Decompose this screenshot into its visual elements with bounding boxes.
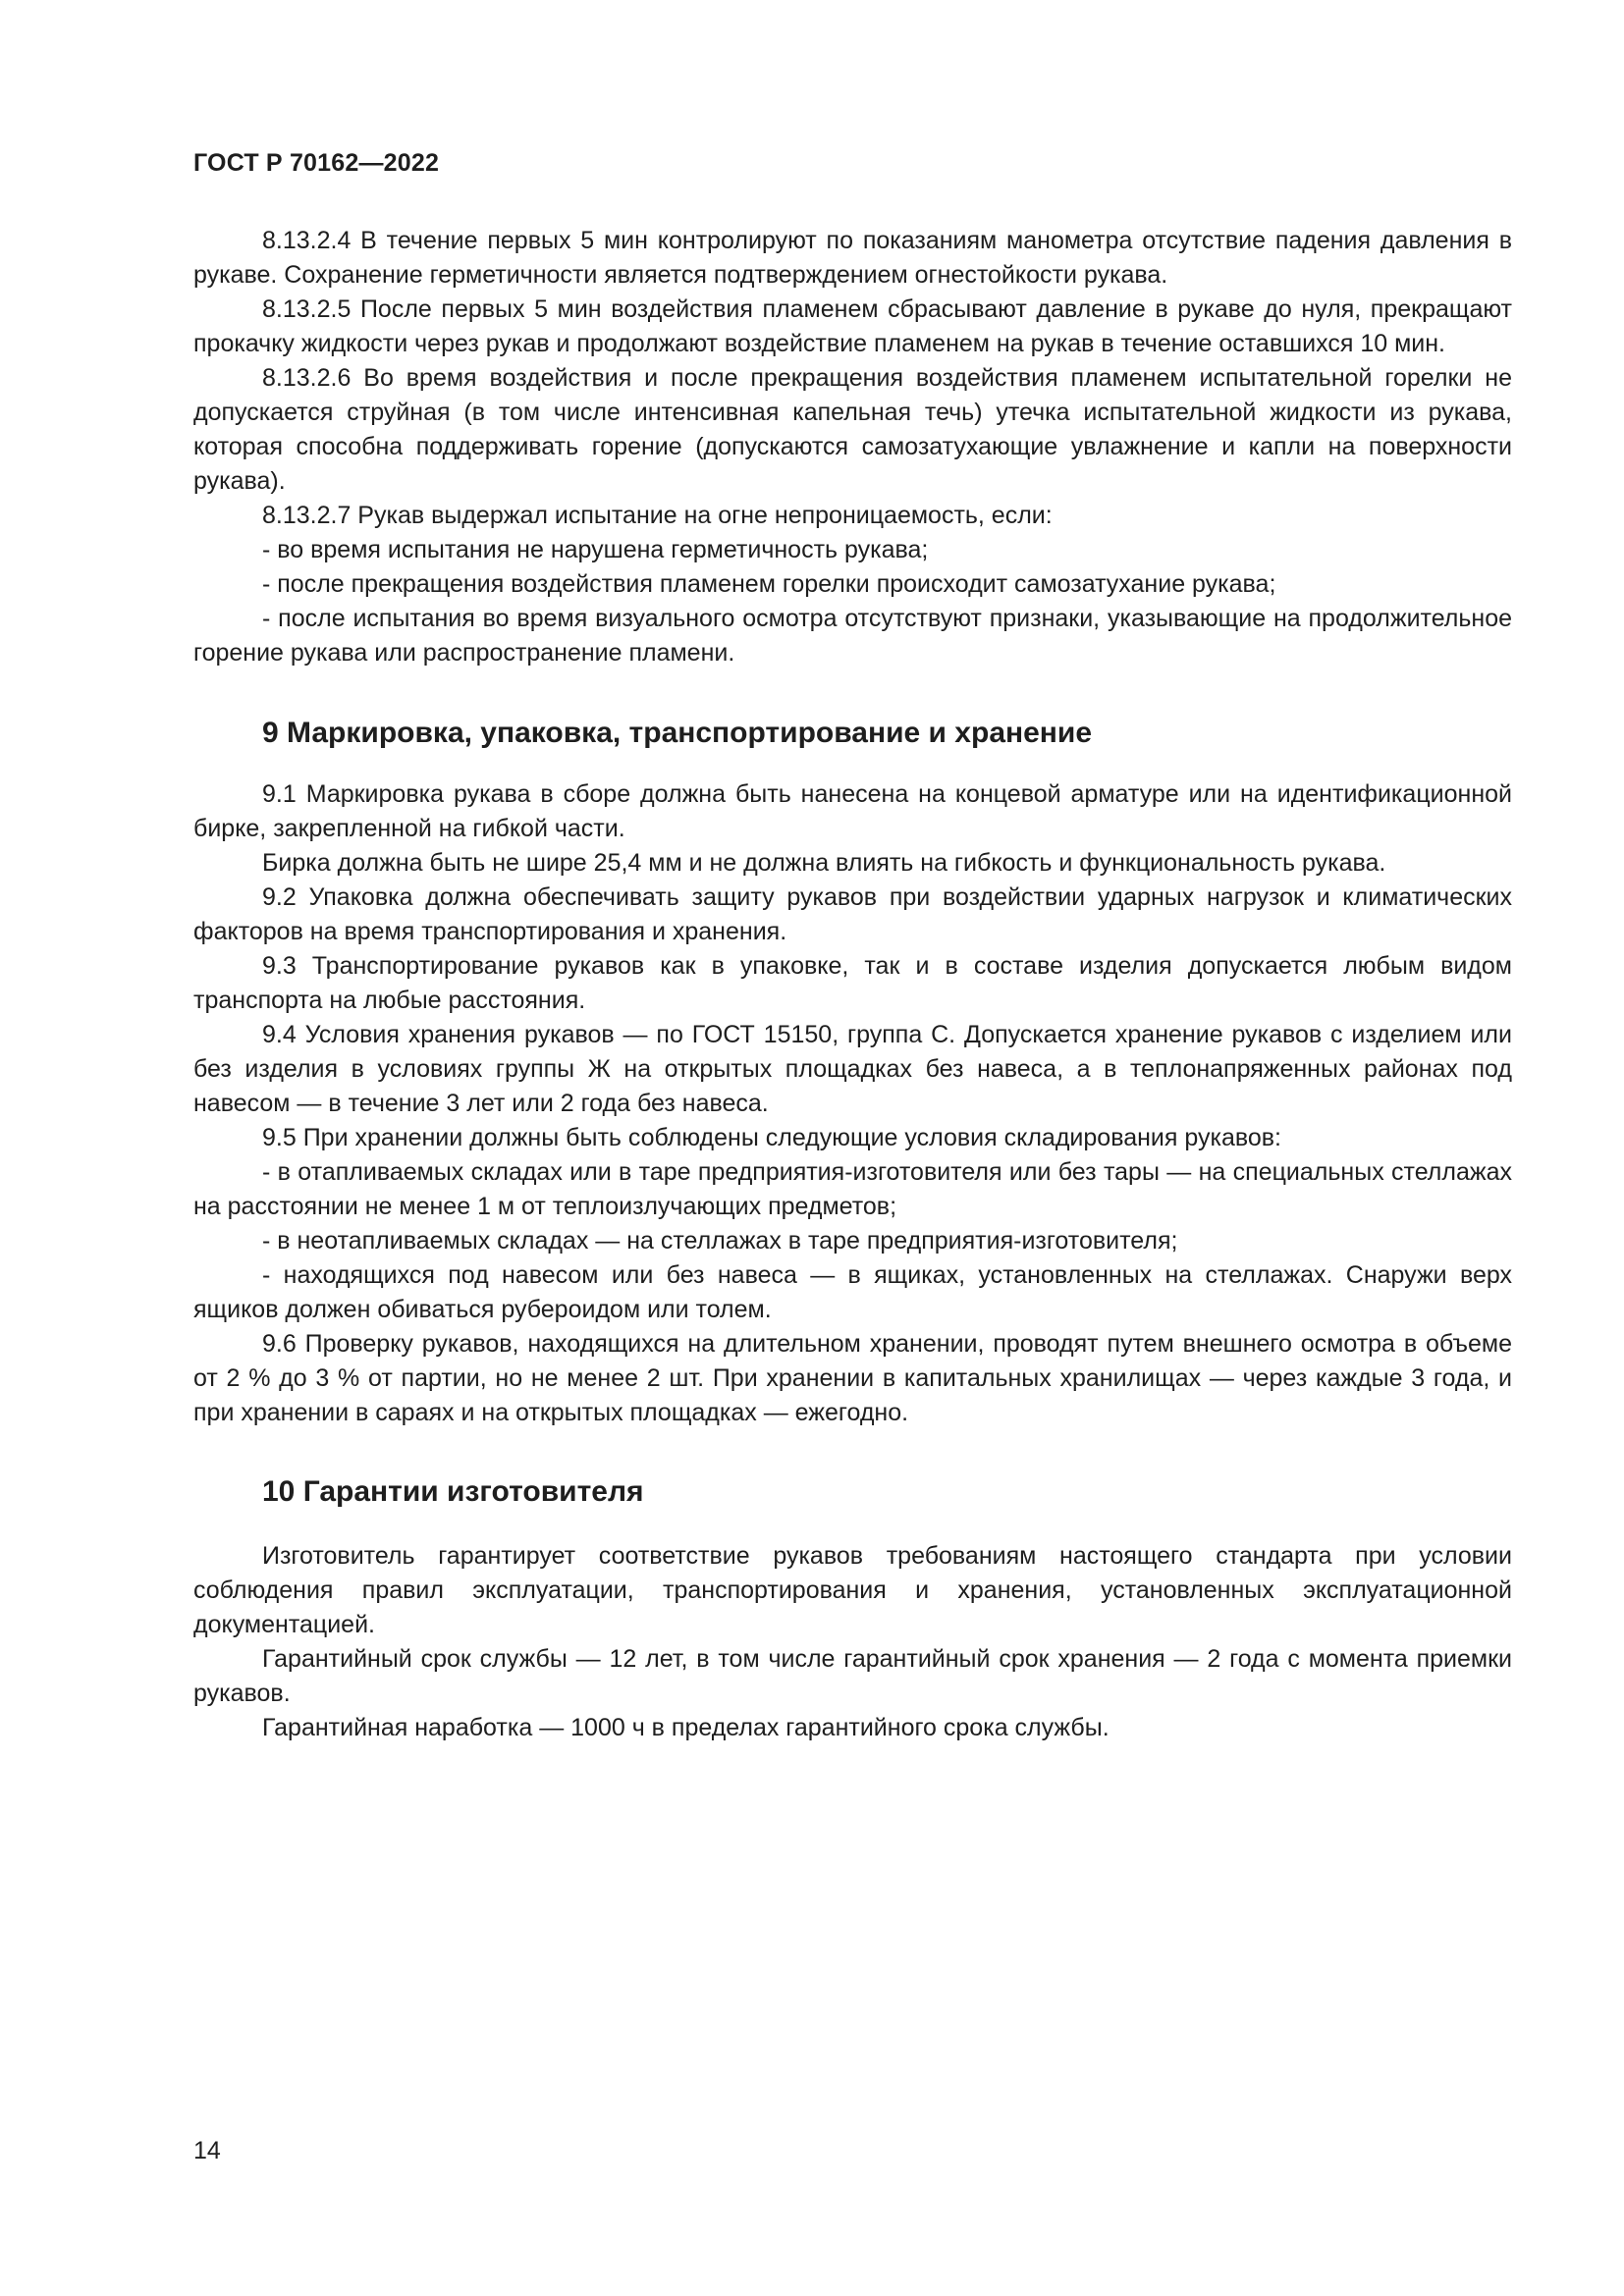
list-item: - во время испытания не нарушена герметичность рукава; xyxy=(262,536,929,563)
list-item: - находящихся под навесом или без навеса — в ящиках, установленных на стеллажах. Снаружи верх ящиков должен обиваться рубероидом или толем. xyxy=(193,1261,1512,1323)
paragraph-9-4: 9.4 Условия хранения рукавов — по ГОСТ 15150, группа С. Допускается хранение рукавов с изделием или без изделия в условиях группы Ж на открытых площадках без навеса, а в теплонапряженных районах под навесом — в течение 3 лет или 2 года без навеса. xyxy=(193,1021,1512,1117)
paragraph-10-warranty: Изготовитель гарантирует соответствие рукавов требованиям настоящего стандарта при условии соблюдения правил эксплуатации, транспортирования и хранения, установленных эксплуатационной документацией. xyxy=(193,1542,1512,1638)
section-8-13-2 xyxy=(193,224,1512,670)
list-item: - в неотапливаемых складах — на стеллажах в таре предприятия-изготовителя; xyxy=(262,1227,1178,1255)
paragraph-10-operating-time: Гарантийная наработка — 1000 ч в пределах гарантийного срока службы. xyxy=(262,1714,1110,1741)
section-heading-10: 10 Гарантии изготовителя xyxy=(262,1475,644,1508)
page-header: ГОСТ Р 70162—2022 xyxy=(193,149,440,177)
list-item: - в отапливаемых складах или в таре предприятия-изготовителя или без тары — на специальных стеллажах на расстоянии не менее 1 м от теплоизлучающих предметов; xyxy=(193,1158,1512,1220)
paragraph-8-13-2-5: 8.13.2.5 После первых 5 мин воздействия пламенем сбрасывают давление в рукаве до нуля, прекращают прокачку жидкости через рукав и продолжают воздействие пламенем на рукав в течение оставшихся 10 мин. xyxy=(193,295,1512,357)
paragraph-9-6: 9.6 Проверку рукавов, находящихся на длительном хранении, проводят путем внешнего осмотра в объеме от 2 % до 3 % от партии, но не менее 2 шт. При хранении в капитальных хранилищах — через каждые 3 года, и при хранении в сараях и на открытых площадках — ежегодно. xyxy=(193,1330,1512,1426)
section-9 xyxy=(193,714,1512,1430)
page-number: 14 xyxy=(193,2137,221,2164)
list-item: - после прекращения воздействия пламенем горелки происходит самозатухание рукава; xyxy=(262,570,1276,598)
paragraph-9-5: 9.5 При хранении должны быть соблюдены следующие условия складирования рукавов: xyxy=(262,1124,1282,1151)
paragraph-9-1: 9.1 Маркировка рукава в сборе должна быть нанесена на концевой арматуре или на идентификационной бирке, закрепленной на гибкой части. xyxy=(193,780,1512,842)
document-body xyxy=(193,224,1512,1745)
paragraph-9-1-tag: Бирка должна быть не шире 25,4 мм и не должна влиять на гибкость и функциональность рукава. xyxy=(262,849,1386,877)
list-item: - после испытания во время визуального осмотра отсутствуют признаки, указывающие на продолжительное горение рукава или распространение пламени. xyxy=(193,605,1512,667)
paragraph-8-13-2-7: 8.13.2.7 Рукав выдержал испытание на огне непроницаемость, если: xyxy=(262,502,1053,529)
paragraph-10-service-life: Гарантийный срок службы — 12 лет, в том числе гарантийный срок хранения — 2 года с момента приемки рукавов. xyxy=(193,1645,1512,1707)
paragraph-9-2: 9.2 Упаковка должна обеспечивать защиту рукавов при воздействии ударных нагрузок и климатических факторов на время транспортирования и хранения. xyxy=(193,883,1512,945)
paragraph-8-13-2-6: 8.13.2.6 Во время воздействия и после прекращения воздействия пламенем испытательной горелки не допускается струйная (в том числе интенсивная капельная течь) утечка испытательной жидкости из рукава, которая способна поддерживать горение (допускаются самозатухающие увлажнение и капли на поверхности рукава). xyxy=(193,364,1512,495)
paragraph-9-3: 9.3 Транспортирование рукавов как в упаковке, так и в составе изделия допускается любым видом транспорта на любые расстояния. xyxy=(193,952,1512,1014)
paragraph-8-13-2-4: 8.13.2.4 В течение первых 5 мин контролируют по показаниям манометра отсутствие падения давления в рукаве. Сохранение герметичности является подтверждением огнестойкости рукава. xyxy=(193,227,1512,289)
section-10 xyxy=(193,1472,1512,1745)
section-heading-9: 9 Маркировка, упаковка, транспортирование и хранение xyxy=(262,717,1093,749)
